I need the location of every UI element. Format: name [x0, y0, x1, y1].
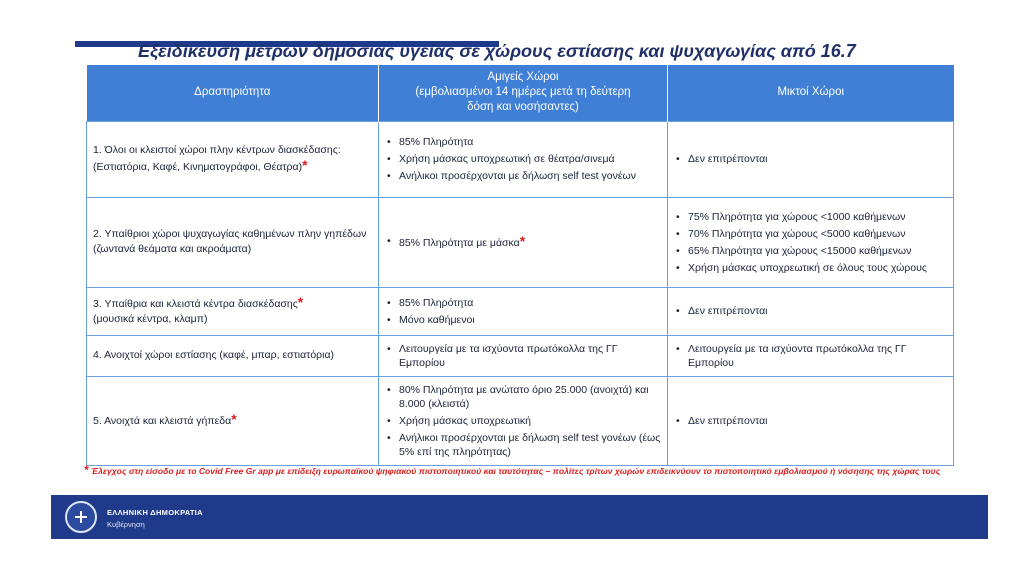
list-item: • Ανήλικοι προσέρχονται με δήλωση self test γονέων (έως 5% επί της πληρότητας) — [385, 431, 661, 459]
row5-mixed — [668, 376, 954, 465]
greek-coat-of-arms-icon — [65, 501, 97, 533]
list-item: • Χρήση μάσκας υποχρεωτική — [385, 414, 661, 428]
row3-activity: 3. Υπαίθρια και κλειστά κέντρα διασκέδασης* (μουσικά κέντρα, κλαμπ) — [87, 287, 379, 335]
list-item: • Ανήλικοι προσέρχονται με δήλωση self test γονέων — [385, 169, 661, 183]
row4-pure — [379, 335, 668, 376]
list-item: • 75% Πληρότητα για χώρους <1000 καθήμενων — [674, 210, 947, 224]
list-item: • 85% Πληρότητα — [385, 135, 661, 149]
footer-org-sub: Κυβέρνηση — [107, 520, 145, 529]
table-row — [87, 287, 954, 335]
list-item: • Χρήση μάσκας υποχρεωτική σε όλους τους χώρους — [674, 261, 947, 275]
asterisk-icon: * — [297, 294, 304, 310]
row4-activity: 4. Ανοιχτοί χώροι εστίασης (καφέ, μπαρ, εστιατόρια) — [87, 335, 379, 376]
table-header-row — [87, 65, 954, 121]
table-row — [87, 376, 954, 465]
header-mixed-spaces: Μικτοί Χώροι — [668, 65, 954, 121]
row2-pure — [379, 197, 668, 287]
row1-pure — [379, 121, 668, 197]
footnote — [60, 464, 964, 477]
asterisk-icon: * — [231, 411, 237, 427]
row4-mixed — [668, 335, 954, 376]
header-pure-line1: Αμιγείς Χώροι — [487, 71, 559, 84]
asterisk-icon: * — [519, 233, 526, 249]
list-item: • Λειτουργεία με τα ισχύοντα πρωτόκολλα της ΓΓ Εμπορίου — [674, 342, 947, 370]
table-row — [87, 335, 954, 376]
measures-table — [86, 65, 954, 466]
row3-pure — [379, 287, 668, 335]
list-item: • 85% Πληρότητα με μάσκα* — [385, 234, 661, 250]
row5-pure — [379, 376, 668, 465]
header-pure-spaces — [379, 65, 668, 121]
list-item: • 70% Πληρότητα για χώρους <5000 καθήμενων — [674, 227, 947, 241]
row3-mixed — [668, 287, 954, 335]
list-item: • Λειτουργεία με τα ισχύοντα πρωτόκολλα της ΓΓ Εμπορίου — [385, 342, 661, 370]
list-item: • Δεν επιτρέπονται — [674, 304, 947, 318]
row5-activity: 5. Ανοιχτά και κλειστά γήπεδα* — [87, 376, 379, 465]
footer-org-name: ΕΛΛΗΝΙΚΗ ΔΗΜΟΚΡΑΤΙΑ — [107, 508, 203, 517]
list-item: • Χρήση μάσκας υποχρεωτική σε θέατρα/σινεμά — [385, 152, 661, 166]
list-item: • 65% Πληρότητα για χώρους <15000 καθήμενων — [674, 244, 947, 258]
row3-activity-sub: (μουσικά κέντρα, κλαμπ) — [93, 313, 208, 325]
row2-mixed — [668, 197, 954, 287]
list-item: • Δεν επιτρέπονται — [674, 152, 947, 166]
page-title: Εξειδίκευση μέτρων δημόσιας υγείας σε χώρους εστίασης και ψυχαγωγίας από 16.7 — [138, 41, 856, 61]
list-item: • 80% Πληρότητα με ανώτατο όριο 25.000 (ανοιχτά) και 8.000 (κλειστά) — [385, 383, 661, 411]
measures-table-container — [86, 65, 953, 466]
row1-activity: 1. Όλοι οι κλειστοί χώροι πλην κέντρων διασκέδασης: (Εστιατόρια, Καφέ, Κινηματογράφοι, Θέατρα)* — [87, 121, 379, 197]
asterisk-icon: * — [83, 463, 89, 477]
asterisk-icon: * — [302, 157, 308, 173]
footnote-text: Έλεγχος στη είσοδο με το Covid Free Gr app με επίδειξη ευρωπαϊκού ψηφιακού πιστοποιητικού και ταυτότητας – πολίτες τρίτων χωρών επιδεικνύουν το πιστοποιητικό εμβολιασμού ή νόσησης της χώρας τους — [90, 466, 941, 476]
table-row — [87, 121, 954, 197]
header-activity: Δραστηριότητα — [87, 65, 379, 121]
footer-bar — [51, 495, 988, 539]
list-item: • Μόνο καθήμενοι — [385, 313, 661, 327]
list-item: • 85% Πληρότητα — [385, 296, 661, 310]
table-row — [87, 197, 954, 287]
row2-activity: 2. Υπαίθριοι χώροι ψυχαγωγίας καθημένων πλην γηπέδων (ζωντανά θεάματα και ακροάματα) — [87, 197, 379, 287]
row1-mixed — [668, 121, 954, 197]
header-pure-line2: (εμβολιασμένοι 14 ημέρες μετά τη δεύτερη — [415, 86, 631, 99]
header-pure-line3: δόση και νοσήσαντες) — [467, 101, 579, 114]
list-item: • Δεν επιτρέπονται — [674, 414, 947, 428]
